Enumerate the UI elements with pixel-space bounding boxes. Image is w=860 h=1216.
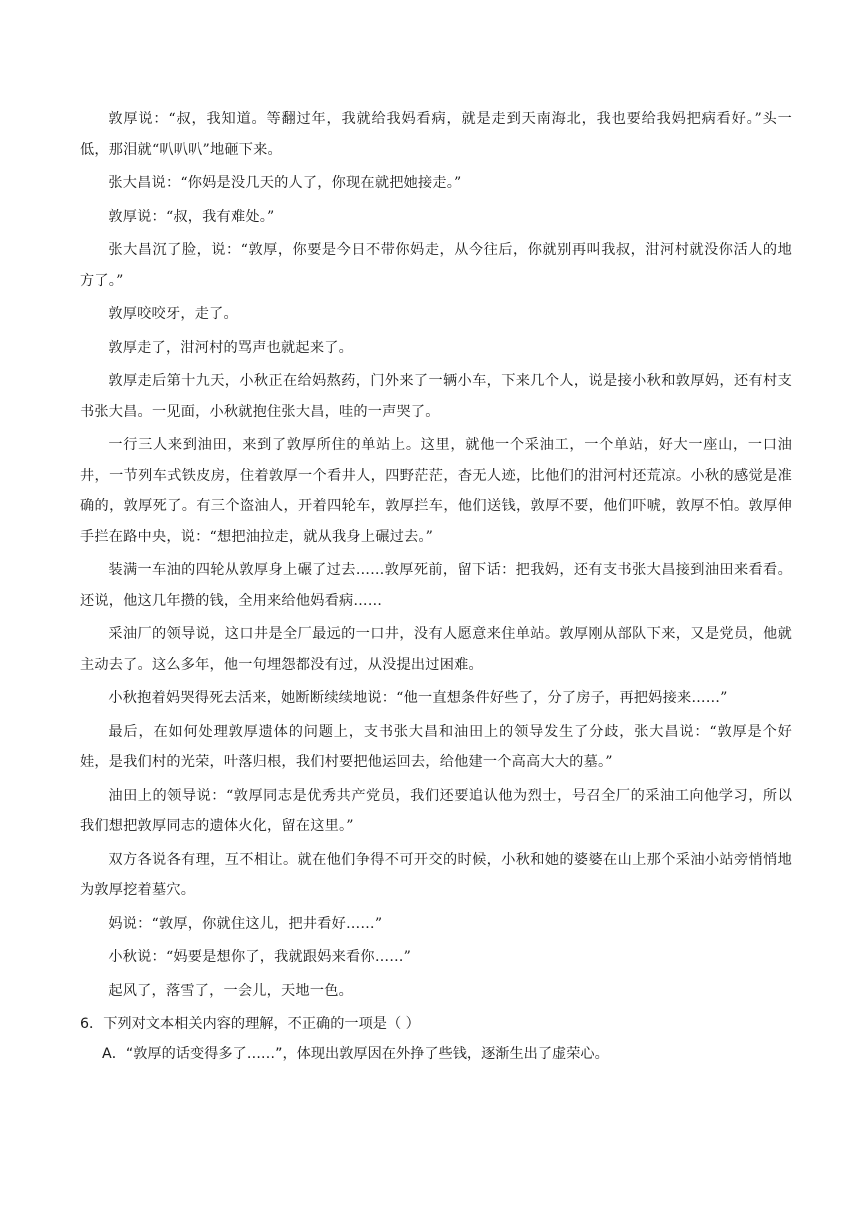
passage-paragraph: 一行三人来到油田，来到了敦厚所住的单站上。这里，就他一个采油工，一个单站，好大一座山，一口油井，一节列车式铁皮房，住着敦厚一个看井人，四野茫茫，杳无人迹，比他们的泔河村还荒凉。小秋的感觉是准确的，敦厚死了。有三个盗油人，开着四轮车，敦厚拦车，他们送钱，敦厚不要，他们吓唬，敦厚不怕。敦厚伸手拦在路中央，说：“想把油拉走，就从我身上碾过去。” bbox=[80, 437, 792, 545]
passage-paragraph: 双方各说各有理，互不相让。就在他们争得不可开交的时候，小秋和她的婆婆在山上那个采油小站旁悄悄地为敦厚挖着墓穴。 bbox=[80, 851, 792, 898]
passage-paragraph: 敦厚走后第十九天，小秋正在给妈熬药，门外来了一辆小车，下来几个人，说是接小秋和敦厚妈，还有村支书张大昌。一见面，小秋就抱住张大昌，哇的一声哭了。 bbox=[80, 373, 792, 420]
passage-paragraph: 最后，在如何处理敦厚遗体的问题上，支书张大昌和油田上的领导发生了分歧，张大昌说：“敦厚是个好娃，是我们村的光荣，叶落归根，我们村要把他运回去，给他建一个高高大大的墓。” bbox=[80, 723, 792, 770]
passage-paragraph: 小秋说：“妈要是想你了，我就跟妈来看你……” bbox=[108, 949, 412, 965]
document-page bbox=[80, 104, 792, 1069]
passage-paragraph: 张大昌说：“你妈是没几天的人了，你现在就把她接走。” bbox=[108, 175, 462, 191]
question-block bbox=[80, 1009, 792, 1069]
passage-paragraph: 敦厚说：“叔，我有难处。” bbox=[108, 208, 275, 225]
passage-paragraph: 张大昌沉了脸，说：“敦厚，你要是今日不带你妈走，从今往后，你就别再叫我叔，泔河村就没你活人的地方了。” bbox=[80, 242, 792, 289]
passage-paragraph: 敦厚说：“叔，我知道。等翻过年，我就给我妈看病，就是走到天南海北，我也要给我妈把病看好。”头一低，那泪就“叭叭叭”地砸下来。 bbox=[80, 111, 792, 158]
passage-paragraph: 敦厚走了，泔河村的骂声也就起来了。 bbox=[108, 339, 353, 356]
passage-paragraph: 装满一车油的四轮从敦厚身上碾了过去……敦厚死前，留下话：把我妈，还有支书张大昌接到油田来看看。还说，他这几年攒的钱，全用来给他妈看病…… bbox=[80, 562, 792, 609]
passage-paragraph: 起风了，落雪了，一会儿，天地一色。 bbox=[108, 982, 353, 999]
question-stem: 6．下列对文本相关内容的理解，不正确的一项是（ ） bbox=[80, 1016, 420, 1032]
passage-paragraph: 妈说：“敦厚，你就住这儿，把井看好……” bbox=[108, 915, 383, 932]
passage-paragraph: 油田上的领导说：“敦厚同志是优秀共产党员，我们还要追认他为烈士，号召全厂的采油工向他学习，所以我们想把敦厚同志的遗体火化，留在这里。” bbox=[80, 787, 792, 834]
passage-paragraph: 敦厚咬咬牙，走了。 bbox=[108, 306, 238, 322]
option-a: A．“敦厚的话变得多了……”，体现出敦厚因在外挣了些钱，逐渐生出了虚荣心。 bbox=[102, 1046, 609, 1062]
passage bbox=[80, 104, 792, 1006]
passage-paragraph: 小秋抱着妈哭得死去活来，她断断续续地说：“他一直想条件好些了，分了房子，再把妈接来……” bbox=[108, 690, 728, 706]
passage-paragraph: 采油厂的领导说，这口井是全厂最远的一口井，没有人愿意来住单站。敦厚刚从部队下来，又是党员，他就主动去了。这么多年，他一句埋怨都没有过，从没提出过困难。 bbox=[80, 626, 792, 673]
